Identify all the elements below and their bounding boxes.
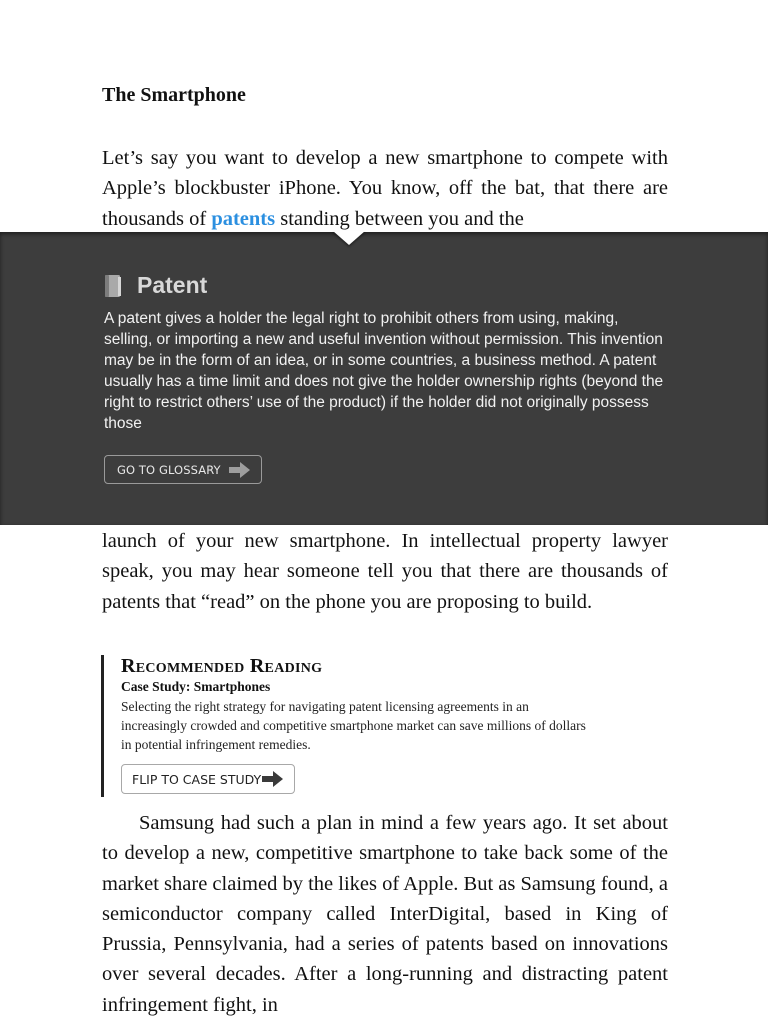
arrow-right-icon (262, 771, 284, 787)
glossary-popover (0, 232, 768, 525)
recommended-reading-box (101, 655, 624, 797)
section-title: The Smartphone (102, 84, 246, 106)
glossary-definition[interactable]: A patent gives a holder the legal right to prohibit others from using, making, selling, or importing a new and useful invention without permission. This invention may be in the form of an idea, or in some countries, a business method. A patent usually has a time limit and does not give the holder ownership rights (beyond the right to restrict others’ use of the product) if the holder did not originally possess those (104, 310, 664, 432)
go-to-glossary-label: GO TO GLOSSARY (117, 462, 221, 477)
book-icon (103, 273, 123, 299)
go-to-glossary-button[interactable] (104, 455, 262, 484)
recommended-reading-description: Selecting the right strategy for navigating patent licensing agreements in an increasingly crowded and competitive smartphone market can save millions of dollars in potential infringement remedies. (121, 699, 586, 752)
recommended-reading-subheading: Case Study: Smartphones (121, 679, 271, 694)
popover-pointer (333, 231, 365, 245)
paragraph-samsung: Samsung had such a plan in mind a few years ago. It set about to develop a new, competitive smartphone to take back some of the market share claimed by the likes of Apple. But as Samsung found, a semiconductor company called InterDigital, based in King of Prussia, Pennsylvania, had a series of patents based on innovations over several decades. After a long-running and distracting patent infringement fight, in (102, 812, 668, 1016)
recommended-reading-heading: Recommended Reading (121, 655, 323, 677)
glossary-term-title: Patent (137, 272, 208, 298)
paragraph-intro (102, 143, 668, 234)
arrow-right-icon (229, 462, 251, 478)
flip-to-case-study-label: FLIP TO CASE STUDY (132, 771, 262, 787)
glossary-link-patents[interactable]: patents (211, 207, 276, 230)
flip-to-case-study-button[interactable] (121, 764, 295, 794)
paragraph-intro-text: Let’s say you want to develop a new smartphone to compete with Apple’s blockbuster iPhone. You know, off the bat, that there are thousands of (102, 147, 668, 230)
paragraph-continued: launch of your new smartphone. In intellectual property lawyer speak, you may hear someone tell you that there are thousands of patents that “read” on the phone you are proposing to build. (102, 530, 668, 613)
paragraph-intro-text-end: standing between you and the (275, 207, 524, 230)
glossary-popover-header (103, 272, 207, 299)
